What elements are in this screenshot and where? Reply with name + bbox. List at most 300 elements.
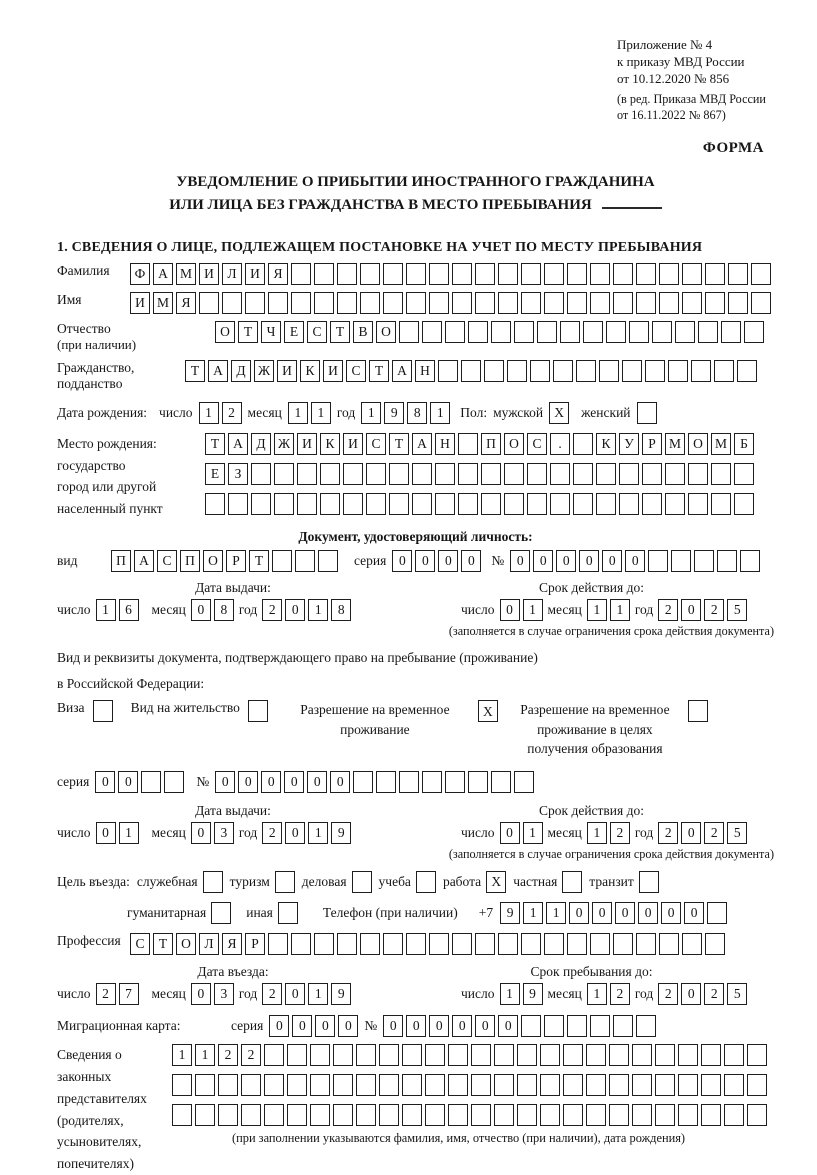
checkbox-private[interactable]: [562, 871, 582, 893]
char-box[interactable]: 0: [392, 550, 412, 572]
char-box[interactable]: Р: [226, 550, 246, 572]
char-box[interactable]: [241, 1074, 261, 1096]
char-box[interactable]: [521, 933, 541, 955]
name-field[interactable]: [130, 292, 771, 314]
char-box[interactable]: [320, 493, 340, 515]
char-box[interactable]: [550, 463, 570, 485]
char-box[interactable]: 0: [118, 771, 138, 793]
char-box[interactable]: [264, 1044, 284, 1066]
char-box[interactable]: [507, 360, 527, 382]
char-box[interactable]: [550, 493, 570, 515]
char-box[interactable]: 1: [172, 1044, 192, 1066]
char-box[interactable]: И: [343, 433, 363, 455]
char-box[interactable]: [251, 493, 271, 515]
char-box[interactable]: [642, 463, 662, 485]
char-box[interactable]: [406, 933, 426, 955]
char-box[interactable]: [402, 1044, 422, 1066]
char-box[interactable]: 9: [500, 902, 520, 924]
char-box[interactable]: [567, 933, 587, 955]
checkbox-residence-permit[interactable]: [248, 700, 268, 722]
char-box[interactable]: [494, 1074, 514, 1096]
char-box[interactable]: [379, 1044, 399, 1066]
char-box[interactable]: [337, 292, 357, 314]
checkbox-business[interactable]: [352, 871, 372, 893]
char-box[interactable]: [563, 1044, 583, 1066]
char-box[interactable]: [425, 1104, 445, 1126]
char-box[interactable]: Н: [435, 433, 455, 455]
char-box[interactable]: [287, 1074, 307, 1096]
checkbox-temp-residence-education[interactable]: [688, 700, 708, 722]
char-box[interactable]: [613, 292, 633, 314]
char-box[interactable]: С: [130, 933, 150, 955]
char-box[interactable]: [172, 1074, 192, 1096]
char-box[interactable]: О: [215, 321, 235, 343]
char-box[interactable]: [517, 1104, 537, 1126]
char-box[interactable]: [320, 463, 340, 485]
char-box[interactable]: 6: [119, 599, 139, 621]
char-box[interactable]: [425, 1074, 445, 1096]
char-box[interactable]: [471, 1104, 491, 1126]
char-box[interactable]: 1: [308, 822, 328, 844]
char-box[interactable]: [402, 1104, 422, 1126]
char-box[interactable]: [448, 1074, 468, 1096]
char-box[interactable]: [406, 292, 426, 314]
char-box[interactable]: 0: [461, 550, 481, 572]
char-box[interactable]: [527, 493, 547, 515]
char-box[interactable]: Я: [268, 263, 288, 285]
char-box[interactable]: [314, 292, 334, 314]
char-box[interactable]: [521, 263, 541, 285]
char-box[interactable]: [740, 550, 760, 572]
stay-day[interactable]: [500, 983, 543, 1005]
char-box[interactable]: 0: [429, 1015, 449, 1037]
identity-issue-day[interactable]: [96, 599, 139, 621]
char-box[interactable]: [435, 493, 455, 515]
char-box[interactable]: А: [392, 360, 412, 382]
char-box[interactable]: [636, 933, 656, 955]
char-box[interactable]: [445, 771, 465, 793]
char-box[interactable]: [383, 263, 403, 285]
char-box[interactable]: [655, 1044, 675, 1066]
char-box[interactable]: П: [180, 550, 200, 572]
char-box[interactable]: [399, 321, 419, 343]
char-box[interactable]: Д: [251, 433, 271, 455]
char-box[interactable]: 2: [222, 402, 242, 424]
char-box[interactable]: [573, 463, 593, 485]
char-box[interactable]: [366, 493, 386, 515]
checkbox-male[interactable]: X: [549, 402, 569, 424]
doc-series-field[interactable]: [392, 550, 481, 572]
char-box[interactable]: [682, 263, 702, 285]
char-box[interactable]: [540, 1104, 560, 1126]
char-box[interactable]: [448, 1044, 468, 1066]
char-box[interactable]: [596, 493, 616, 515]
char-box[interactable]: 0: [510, 550, 530, 572]
residence-issue-month[interactable]: [191, 822, 234, 844]
char-box[interactable]: Т: [330, 321, 350, 343]
char-box[interactable]: [195, 1104, 215, 1126]
residence-number-field[interactable]: [215, 771, 534, 793]
char-box[interactable]: [714, 360, 734, 382]
char-box[interactable]: [484, 360, 504, 382]
char-box[interactable]: [353, 771, 373, 793]
char-box[interactable]: [141, 771, 161, 793]
char-box[interactable]: [586, 1074, 606, 1096]
char-box[interactable]: А: [412, 433, 432, 455]
char-box[interactable]: 1: [587, 822, 607, 844]
char-box[interactable]: 0: [330, 771, 350, 793]
char-box[interactable]: [264, 1104, 284, 1126]
char-box[interactable]: [504, 493, 524, 515]
char-box[interactable]: М: [153, 292, 173, 314]
char-box[interactable]: [521, 292, 541, 314]
char-box[interactable]: [498, 292, 518, 314]
char-box[interactable]: [728, 263, 748, 285]
char-box[interactable]: [636, 263, 656, 285]
char-box[interactable]: 2: [218, 1044, 238, 1066]
char-box[interactable]: [567, 1015, 587, 1037]
char-box[interactable]: 9: [384, 402, 404, 424]
char-box[interactable]: [563, 1074, 583, 1096]
char-box[interactable]: [590, 263, 610, 285]
char-box[interactable]: [268, 292, 288, 314]
mc-series-field[interactable]: [269, 1015, 358, 1037]
char-box[interactable]: [596, 463, 616, 485]
char-box[interactable]: [705, 292, 725, 314]
char-box[interactable]: [648, 550, 668, 572]
char-box[interactable]: [698, 321, 718, 343]
char-box[interactable]: [399, 771, 419, 793]
residence-expiry-day[interactable]: [500, 822, 543, 844]
guardians-field-row1[interactable]: [172, 1044, 767, 1066]
char-box[interactable]: 5: [727, 822, 747, 844]
char-box[interactable]: [642, 493, 662, 515]
char-box[interactable]: 3: [214, 822, 234, 844]
char-box[interactable]: Ф: [130, 263, 150, 285]
char-box[interactable]: [711, 463, 731, 485]
char-box[interactable]: Т: [185, 360, 205, 382]
char-box[interactable]: [521, 1015, 541, 1037]
char-box[interactable]: [461, 360, 481, 382]
char-box[interactable]: [586, 1044, 606, 1066]
char-box[interactable]: [452, 292, 472, 314]
char-box[interactable]: [632, 1044, 652, 1066]
char-box[interactable]: Л: [222, 263, 242, 285]
char-box[interactable]: [688, 463, 708, 485]
char-box[interactable]: [468, 771, 488, 793]
char-box[interactable]: С: [307, 321, 327, 343]
residence-series-field[interactable]: [95, 771, 184, 793]
char-box[interactable]: [333, 1104, 353, 1126]
char-box[interactable]: [389, 463, 409, 485]
char-box[interactable]: [383, 933, 403, 955]
char-box[interactable]: 0: [238, 771, 258, 793]
char-box[interactable]: [452, 933, 472, 955]
char-box[interactable]: П: [111, 550, 131, 572]
char-box[interactable]: [218, 1074, 238, 1096]
char-box[interactable]: [337, 263, 357, 285]
char-box[interactable]: [682, 933, 702, 955]
char-box[interactable]: [576, 360, 596, 382]
char-box[interactable]: [751, 263, 771, 285]
char-box[interactable]: [287, 1044, 307, 1066]
char-box[interactable]: [458, 433, 478, 455]
char-box[interactable]: [540, 1074, 560, 1096]
char-box[interactable]: [567, 263, 587, 285]
char-box[interactable]: М: [665, 433, 685, 455]
char-box[interactable]: [747, 1104, 767, 1126]
char-box[interactable]: 0: [285, 822, 305, 844]
char-box[interactable]: [295, 550, 315, 572]
char-box[interactable]: 0: [292, 1015, 312, 1037]
char-box[interactable]: 0: [661, 902, 681, 924]
char-box[interactable]: [448, 1104, 468, 1126]
char-box[interactable]: [705, 933, 725, 955]
char-box[interactable]: [619, 463, 639, 485]
char-box[interactable]: 0: [438, 550, 458, 572]
char-box[interactable]: 1: [119, 822, 139, 844]
char-box[interactable]: П: [481, 433, 501, 455]
char-box[interactable]: Ж: [254, 360, 274, 382]
char-box[interactable]: [613, 933, 633, 955]
char-box[interactable]: Т: [153, 933, 173, 955]
char-box[interactable]: 1: [361, 402, 381, 424]
char-box[interactable]: Л: [199, 933, 219, 955]
char-box[interactable]: [491, 771, 511, 793]
char-box[interactable]: [678, 1074, 698, 1096]
char-box[interactable]: [701, 1074, 721, 1096]
char-box[interactable]: [632, 1104, 652, 1126]
char-box[interactable]: [514, 321, 534, 343]
char-box[interactable]: [412, 463, 432, 485]
residence-issue-year[interactable]: [262, 822, 351, 844]
char-box[interactable]: [583, 321, 603, 343]
char-box[interactable]: О: [688, 433, 708, 455]
char-box[interactable]: [619, 493, 639, 515]
char-box[interactable]: [435, 463, 455, 485]
entry-month[interactable]: [191, 983, 234, 1005]
char-box[interactable]: Т: [389, 433, 409, 455]
identity-expiry-year[interactable]: [658, 599, 747, 621]
char-box[interactable]: [383, 292, 403, 314]
char-box[interactable]: 0: [498, 1015, 518, 1037]
char-box[interactable]: [734, 463, 754, 485]
checkbox-official[interactable]: [203, 871, 223, 893]
char-box[interactable]: [701, 1104, 721, 1126]
char-box[interactable]: [724, 1044, 744, 1066]
char-box[interactable]: 5: [727, 599, 747, 621]
char-box[interactable]: 0: [684, 902, 704, 924]
char-box[interactable]: О: [176, 933, 196, 955]
char-box[interactable]: 0: [625, 550, 645, 572]
char-box[interactable]: 1: [199, 402, 219, 424]
char-box[interactable]: [458, 493, 478, 515]
char-box[interactable]: 9: [523, 983, 543, 1005]
char-box[interactable]: [707, 902, 727, 924]
char-box[interactable]: [274, 463, 294, 485]
char-box[interactable]: [272, 550, 292, 572]
char-box[interactable]: Я: [222, 933, 242, 955]
char-box[interactable]: В: [353, 321, 373, 343]
char-box[interactable]: О: [203, 550, 223, 572]
char-box[interactable]: [530, 360, 550, 382]
char-box[interactable]: [504, 463, 524, 485]
char-box[interactable]: [222, 292, 242, 314]
birth-day-field[interactable]: [199, 402, 242, 424]
char-box[interactable]: [747, 1044, 767, 1066]
char-box[interactable]: [164, 771, 184, 793]
char-box[interactable]: [468, 321, 488, 343]
birth-year-field[interactable]: [361, 402, 450, 424]
char-box[interactable]: 8: [214, 599, 234, 621]
char-box[interactable]: [655, 1104, 675, 1126]
char-box[interactable]: [744, 321, 764, 343]
char-box[interactable]: [691, 360, 711, 382]
char-box[interactable]: [291, 933, 311, 955]
char-box[interactable]: 0: [615, 902, 635, 924]
char-box[interactable]: [360, 292, 380, 314]
char-box[interactable]: [268, 933, 288, 955]
char-box[interactable]: 1: [523, 599, 543, 621]
char-box[interactable]: [458, 463, 478, 485]
char-box[interactable]: [314, 933, 334, 955]
char-box[interactable]: [636, 292, 656, 314]
char-box[interactable]: 0: [681, 599, 701, 621]
entry-year[interactable]: [262, 983, 351, 1005]
char-box[interactable]: Ч: [261, 321, 281, 343]
char-box[interactable]: 1: [523, 822, 543, 844]
char-box[interactable]: [632, 1074, 652, 1096]
char-box[interactable]: 0: [285, 599, 305, 621]
char-box[interactable]: [659, 263, 679, 285]
char-box[interactable]: 2: [96, 983, 116, 1005]
char-box[interactable]: 0: [191, 599, 211, 621]
char-box[interactable]: [544, 292, 564, 314]
char-box[interactable]: [711, 493, 731, 515]
char-box[interactable]: [609, 1044, 629, 1066]
char-box[interactable]: [481, 463, 501, 485]
char-box[interactable]: [494, 1044, 514, 1066]
char-box[interactable]: 0: [452, 1015, 472, 1037]
char-box[interactable]: 0: [579, 550, 599, 572]
char-box[interactable]: [544, 1015, 564, 1037]
char-box[interactable]: 0: [556, 550, 576, 572]
checkbox-temp-residence[interactable]: X: [478, 700, 498, 722]
char-box[interactable]: [728, 292, 748, 314]
checkbox-visa[interactable]: [93, 700, 113, 722]
char-box[interactable]: [172, 1104, 192, 1126]
char-box[interactable]: Т: [205, 433, 225, 455]
char-box[interactable]: 1: [195, 1044, 215, 1066]
char-box[interactable]: И: [245, 263, 265, 285]
char-box[interactable]: У: [619, 433, 639, 455]
char-box[interactable]: [264, 1074, 284, 1096]
char-box[interactable]: [205, 493, 225, 515]
residence-expiry-year[interactable]: [658, 822, 747, 844]
char-box[interactable]: 1: [308, 599, 328, 621]
profession-field[interactable]: [130, 933, 725, 955]
char-box[interactable]: [573, 433, 593, 455]
char-box[interactable]: С: [346, 360, 366, 382]
char-box[interactable]: [678, 1044, 698, 1066]
char-box[interactable]: [445, 321, 465, 343]
char-box[interactable]: Е: [205, 463, 225, 485]
char-box[interactable]: 3: [214, 983, 234, 1005]
char-box[interactable]: А: [228, 433, 248, 455]
char-box[interactable]: [337, 933, 357, 955]
identity-expiry-month[interactable]: [587, 599, 630, 621]
char-box[interactable]: [645, 360, 665, 382]
patronymic-field[interactable]: [215, 321, 764, 343]
char-box[interactable]: 1: [610, 599, 630, 621]
char-box[interactable]: 2: [658, 599, 678, 621]
char-box[interactable]: [228, 493, 248, 515]
char-box[interactable]: 1: [288, 402, 308, 424]
char-box[interactable]: 0: [638, 902, 658, 924]
char-box[interactable]: [622, 360, 642, 382]
char-box[interactable]: 0: [592, 902, 612, 924]
char-box[interactable]: [586, 1104, 606, 1126]
char-box[interactable]: [737, 360, 757, 382]
checkbox-transit[interactable]: [639, 871, 659, 893]
char-box[interactable]: [544, 263, 564, 285]
char-box[interactable]: 0: [406, 1015, 426, 1037]
char-box[interactable]: 2: [704, 983, 724, 1005]
guardians-field-row3[interactable]: [172, 1104, 767, 1126]
char-box[interactable]: [475, 292, 495, 314]
char-box[interactable]: 2: [262, 599, 282, 621]
char-box[interactable]: [195, 1074, 215, 1096]
char-box[interactable]: [613, 1015, 633, 1037]
char-box[interactable]: [241, 1104, 261, 1126]
char-box[interactable]: [668, 360, 688, 382]
char-box[interactable]: [540, 1044, 560, 1066]
char-box[interactable]: К: [300, 360, 320, 382]
checkbox-humanitarian[interactable]: [211, 902, 231, 924]
char-box[interactable]: Ж: [274, 433, 294, 455]
stay-year[interactable]: [658, 983, 747, 1005]
stay-month[interactable]: [587, 983, 630, 1005]
char-box[interactable]: [724, 1074, 744, 1096]
char-box[interactable]: Б: [734, 433, 754, 455]
char-box[interactable]: Р: [642, 433, 662, 455]
char-box[interactable]: 0: [285, 983, 305, 1005]
char-box[interactable]: 0: [602, 550, 622, 572]
char-box[interactable]: С: [366, 433, 386, 455]
char-box[interactable]: [343, 463, 363, 485]
char-box[interactable]: 0: [681, 983, 701, 1005]
char-box[interactable]: [438, 360, 458, 382]
birthplace-field-row3[interactable]: [205, 493, 754, 515]
char-box[interactable]: И: [130, 292, 150, 314]
char-box[interactable]: 0: [533, 550, 553, 572]
char-box[interactable]: [688, 493, 708, 515]
char-box[interactable]: 0: [681, 822, 701, 844]
doc-number-field[interactable]: [510, 550, 760, 572]
char-box[interactable]: [475, 263, 495, 285]
char-box[interactable]: 8: [407, 402, 427, 424]
char-box[interactable]: [563, 1104, 583, 1126]
char-box[interactable]: [609, 1104, 629, 1126]
char-box[interactable]: [366, 463, 386, 485]
char-box[interactable]: [590, 1015, 610, 1037]
char-box[interactable]: [665, 493, 685, 515]
char-box[interactable]: 0: [95, 771, 115, 793]
char-box[interactable]: Т: [238, 321, 258, 343]
char-box[interactable]: [517, 1074, 537, 1096]
char-box[interactable]: Д: [231, 360, 251, 382]
char-box[interactable]: [491, 321, 511, 343]
